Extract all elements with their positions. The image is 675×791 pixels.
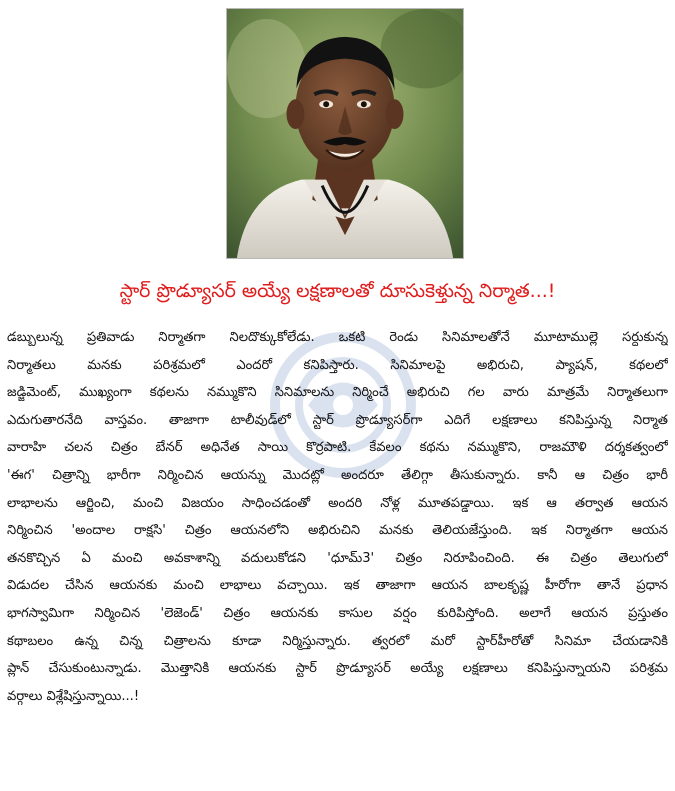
article-headline: స్టార్ ప్రొడ్యూసర్ అయ్యే లక్షణాలతో దూసుకెళ్తున్న నిర్మాత...!	[119, 280, 556, 302]
portrait-illustration	[227, 9, 463, 258]
article-line: వర్గాలు విశ్లేషిస్తున్నాయి...!	[7, 688, 140, 704]
article-line: తనకొచ్చిన ఏ మంచి అవకాశాన్ని వదులుకోడని 'ధూమ్3' చిత్రం నిరూపించింది. ఈ చిత్రం తెలుగులో	[7, 550, 668, 566]
article-line: వారాహి చలన చిత్రం బేనర్ అధినేత సాయి కొర్రపాటి. కేవలం కథను నమ్ముకొని, రాజమౌళి దర్శకత్వంలో	[7, 440, 668, 456]
article-line: 'ఈగ' చిత్రాన్ని భారీగా నిర్మించిన ఆయన్ను మొదట్లో అందరూ తేలిగ్గా తీసుకున్నారు. కానీ ఆ చిత్రం భారీ	[7, 467, 668, 483]
article-body	[7, 324, 668, 710]
article-line: ప్లాన్ చేసుకుంటున్నాడు. మొత్తానికి ఆయనకు స్టార్ ప్రొడ్యూసర్ అయ్యే లక్షణాలు కనిపిస్తున్నాయని పరిశ్రమ	[7, 661, 668, 677]
article-line: నిర్మించిన 'అందాల రాక్షసి' చిత్రం ఆయనలోని అభిరుచిని మనకు తెలియజేస్తుంది. ఇక నిర్మాతగా ఆయన	[7, 523, 668, 539]
article-line: జడ్జిమెంట్, ముఖ్యంగా కథలను నమ్ముకొని సినిమాలను నిర్మించే అభిరుచి గల వారు మాత్రమే నిర్మాతలుగా	[7, 385, 668, 401]
article-line: భాగస్వామిగా నిర్మించిన 'లెజెండ్' చిత్రం ఆయనకు కాసుల వర్షం కురిపిస్తోంది. అలాగే ఆయన ప్రస్తుతం	[7, 605, 668, 621]
article-line: లాభాలను ఆర్జించి, మంచి విజయం సాధించడంతో అందరి నోళ్ల మూతపడ్డాయి. ఇక ఆ తర్వాత ఆయన	[7, 495, 668, 511]
article-line: విడుదల చేసిన ఆయనకు మంచి లాభాలు వచ్చాయి. ఇక తాజాగా ఆయన బాలకృష్ణ హీరోగా తానే ప్రధాన	[7, 578, 668, 594]
article-line: కథాబలం ఉన్న చిన్న చిత్రాలను కూడా నిర్మిస్తున్నారు. త్వరలో మరో స్టార్‌హీరోతో సినిమా చేయడానికి	[7, 633, 668, 649]
article-line: ఎదుగుతారనేది వాస్తవం. తాజాగా టాలీవుడ్‌లో స్టార్ ప్రొడ్యూసర్‌గా ఎదిగే లక్షణాలు కనిపిస్తున్న నిర్మాత	[7, 412, 668, 428]
article-line: నిర్మాతలు మనకు పరిశ్రమలో ఎందరో కనిపిస్తారు. సినిమాలపై అభిరుచి, ప్యాషన్, కథలలో	[7, 357, 668, 373]
portrait-photo	[226, 8, 464, 259]
article-line: డబ్బులున్న ప్రతివాడు నిర్మాతగా నిలదొక్కుకోలేడు. ఒకటి రెండు సినిమాలతోనే మూటాముల్లె సర్దుకున్న	[7, 330, 668, 345]
